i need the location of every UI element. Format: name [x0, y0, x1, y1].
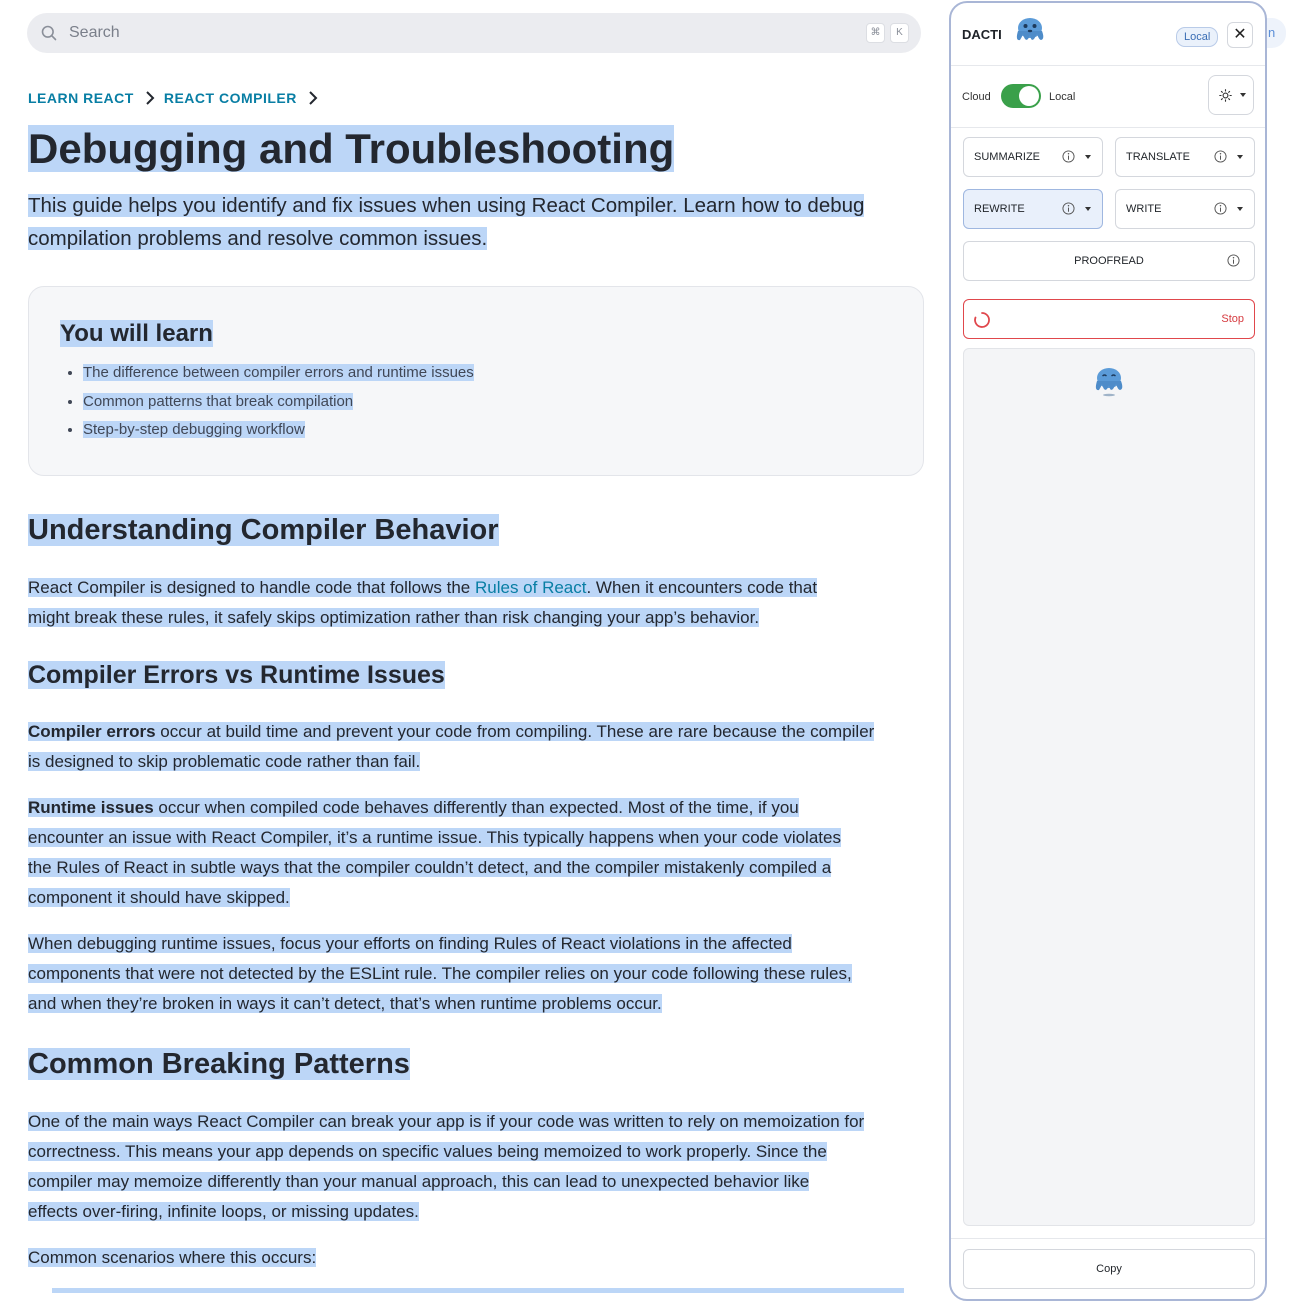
- dacti-panel: [949, 1, 1267, 1301]
- info-icon[interactable]: [1062, 202, 1075, 215]
- understanding-paragraph: React Compiler is designed to handle code that follows the Rules of React. When it encounters code that might break these rules, it safely skips optimization rather than risk changing your app’s behavior.: [28, 578, 818, 627]
- learn-box: [28, 286, 924, 476]
- theme-dropdown[interactable]: [1208, 75, 1254, 115]
- list-item: • Common patterns that break compilation: [83, 388, 474, 417]
- rules-of-react-link[interactable]: Rules of React: [474, 578, 587, 597]
- panel-header: [951, 3, 1265, 66]
- chevron-right-icon: [305, 90, 321, 106]
- copy-button[interactable]: Copy: [963, 1249, 1255, 1289]
- list-item: • Step-by-step debugging workflow: [83, 416, 474, 445]
- chevron-down-icon[interactable]: [1085, 207, 1091, 211]
- cloud-label: Cloud: [962, 91, 991, 103]
- hidden-header-button[interactable]: n: [1262, 18, 1286, 48]
- section-heading-patterns: Common Breaking Patterns: [28, 1048, 410, 1080]
- copy-footer: [951, 1238, 1265, 1301]
- debugging-paragraph: When debugging runtime issues, focus your efforts on finding Rules of React violations in the affected components that were not detected by the ESLint rule. The compiler relies on your code following these rules, and when they’re broken in ways it can’t detect, that’s when runtime problems occur.: [28, 934, 852, 1013]
- highlight-continuation: [52, 1288, 904, 1293]
- chevron-down-icon[interactable]: [1085, 155, 1091, 159]
- info-icon[interactable]: [1062, 150, 1075, 163]
- chevron-down-icon[interactable]: [1237, 155, 1243, 159]
- learn-heading: You will learn: [60, 320, 213, 347]
- shortcut-mod-key: ⌘: [866, 23, 885, 43]
- result-area: [963, 348, 1255, 1226]
- panel-title: DACTI: [962, 27, 1002, 42]
- chevron-right-icon: [142, 90, 158, 106]
- list-item: • The difference between compiler errors and runtime issues: [83, 359, 474, 388]
- chevron-down-icon: [1240, 93, 1246, 97]
- breadcrumb-react-compiler[interactable]: REACT COMPILER: [163, 90, 297, 106]
- scenarios-paragraph: Common scenarios where this occurs:: [28, 1248, 317, 1267]
- page-title: Debugging and Troubleshooting: [28, 125, 675, 172]
- local-label: Local: [1049, 91, 1076, 103]
- search-icon: [41, 25, 57, 41]
- page-intro: This guide helps you identify and fix issues when using React Compiler. Learn how to debug compilation problems and resolve common issues.: [28, 194, 865, 250]
- mode-badge: Local: [1176, 27, 1218, 47]
- info-icon[interactable]: [1214, 202, 1227, 215]
- runtime-issues-paragraph: Runtime issues occur when compiled code behaves differently than expected. Most of the time, if you encounter an issue with React Compiler, it’s a runtime issue. This typically happens when your code violates the Rules of React in subtle ways that the compiler couldn’t detect, and the compiler mistakenly compiled a component it should have skipped.: [28, 798, 841, 907]
- shortcut-k-key: K: [890, 23, 909, 43]
- mode-row: [951, 65, 1265, 128]
- summarize-button[interactable]: SUMMARIZE: [963, 137, 1103, 177]
- chevron-down-icon[interactable]: [1237, 207, 1243, 211]
- patterns-paragraph: One of the main ways React Compiler can break your app is if your code was written to rely on memoization for correctness. This means your app depends on specific values being memoized to work properly. Since the compiler may memoize differently than your manual approach, this can lead to unexpected behavior like effects over-firing, infinite loops, or missing updates.: [28, 1112, 865, 1221]
- stop-bar: [963, 299, 1255, 339]
- info-icon[interactable]: [1227, 254, 1240, 267]
- search-input[interactable]: Search: [69, 24, 120, 41]
- section-heading-understanding: Understanding Compiler Behavior: [28, 514, 499, 546]
- cloud-local-toggle[interactable]: [1001, 84, 1041, 108]
- compiler-errors-paragraph: Compiler errors occur at build time and prevent your code from compiling. These are rare because the compiler is designed to skip problematic code rather than fail.: [28, 722, 875, 771]
- section-heading-errors: Compiler Errors vs Runtime Issues: [28, 661, 445, 689]
- close-button[interactable]: ✕: [1227, 22, 1253, 48]
- write-button[interactable]: WRITE: [1115, 189, 1255, 229]
- info-icon[interactable]: [1214, 150, 1227, 163]
- proofread-button[interactable]: PROOFREAD: [963, 241, 1255, 281]
- translate-button[interactable]: TRANSLATE: [1115, 137, 1255, 177]
- mascot-icon: [1013, 15, 1047, 47]
- search-bar[interactable]: [27, 13, 921, 53]
- breadcrumb-learn-react[interactable]: LEARN REACT: [28, 90, 134, 106]
- loading-spinner-icon: [973, 311, 991, 329]
- learn-list: [59, 359, 474, 445]
- rewrite-button[interactable]: REWRITE: [963, 189, 1103, 229]
- breadcrumb: [28, 88, 327, 108]
- loading-mascot-icon: [1092, 365, 1126, 397]
- stop-button[interactable]: Stop: [1221, 313, 1244, 325]
- sun-icon: [1219, 89, 1232, 102]
